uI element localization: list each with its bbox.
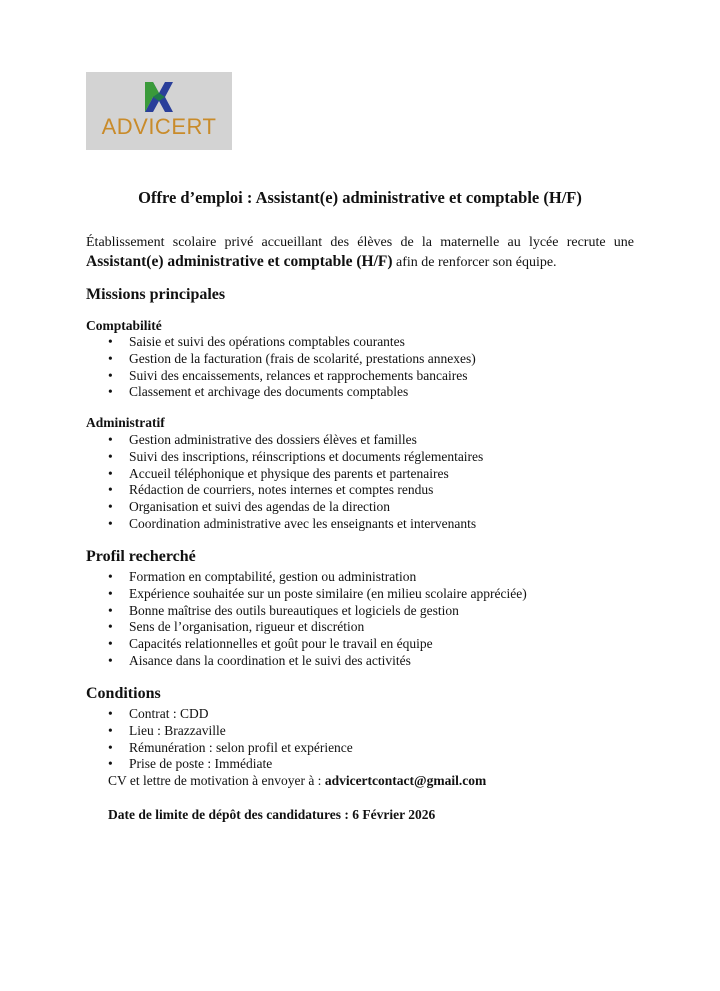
list-item: • Rémunération : selon profil et expérience [0,740,353,757]
administratif-list [0,432,483,533]
list-item: • Accueil téléphonique et physique des parents et partenaires [0,466,483,483]
list-item: • Expérience souhaitée sur un poste similaire (en milieu scolaire appréciée) [0,586,527,603]
list-item: • Gestion administrative des dossiers élèves et familles [0,432,483,449]
list-item: • Bonne maîtrise des outils bureautiques et logiciels de gestion [0,603,527,620]
list-item: • Classement et archivage des documents comptables [0,384,476,401]
list-item: • Coordination administrative avec les enseignants et intervenants [0,516,483,533]
contact-email-link[interactable]: advicertcontact@gmail.com [324,773,487,788]
list-item: • Gestion de la facturation (frais de scolarité, prestations annexes) [0,351,476,368]
section-title-profil: Profil recherché [86,548,196,565]
logo-text: ADVICERT [101,114,217,139]
profil-list [0,569,527,670]
company-logo [86,72,232,150]
cv-instructions [108,773,486,789]
intro-position-highlight: Assistant(e) administrative et comptable (H/F) [86,253,393,270]
list-item: • Formation en comptabilité, gestion ou administration [0,569,527,586]
section-title-conditions: Conditions [86,685,161,702]
list-item: • Suivi des encaissements, relances et rapprochements bancaires [0,368,476,385]
list-item: • Prise de poste : Immédiate [0,756,353,773]
intro-paragraph [86,233,634,272]
list-item: • Lieu : Brazzaville [0,723,353,740]
advicert-logo-icon [143,80,175,114]
cv-text: CV et lettre de motivation à envoyer à : [108,773,325,788]
page-title: Offre d’emploi : Assistant(e) administrative et comptable (H/F) [138,188,582,207]
list-item: • Aisance dans la coordination et le suivi des activités [0,653,527,670]
conditions-list [0,706,353,773]
list-item: • Organisation et suivi des agendas de la direction [0,499,483,516]
subsection-title-administratif: Administratif [86,415,165,430]
list-item: • Capacités relationnelles et goût pour le travail en équipe [0,636,527,653]
list-item: • Saisie et suivi des opérations comptables courantes [0,334,476,351]
intro-text-end: afin de renforcer son équipe. [392,255,557,270]
application-deadline: Date de limite de dépôt des candidatures : 6 Février 2026 [108,807,436,822]
list-item: • Suivi des inscriptions, réinscriptions et documents réglementaires [0,449,483,466]
comptabilite-list [0,334,476,401]
list-item: • Rédaction de courriers, notes internes et comptes rendus [0,482,483,499]
list-item: • Sens de l’organisation, rigueur et discrétion [0,619,527,636]
section-title-missions: Missions principales [86,286,226,303]
list-item: • Contrat : CDD [0,706,353,723]
intro-text-start: Établissement scolaire privé accueillant des élèves de la maternelle au lycée recrute une [86,235,634,250]
subsection-title-comptabilite: Comptabilité [86,318,162,333]
